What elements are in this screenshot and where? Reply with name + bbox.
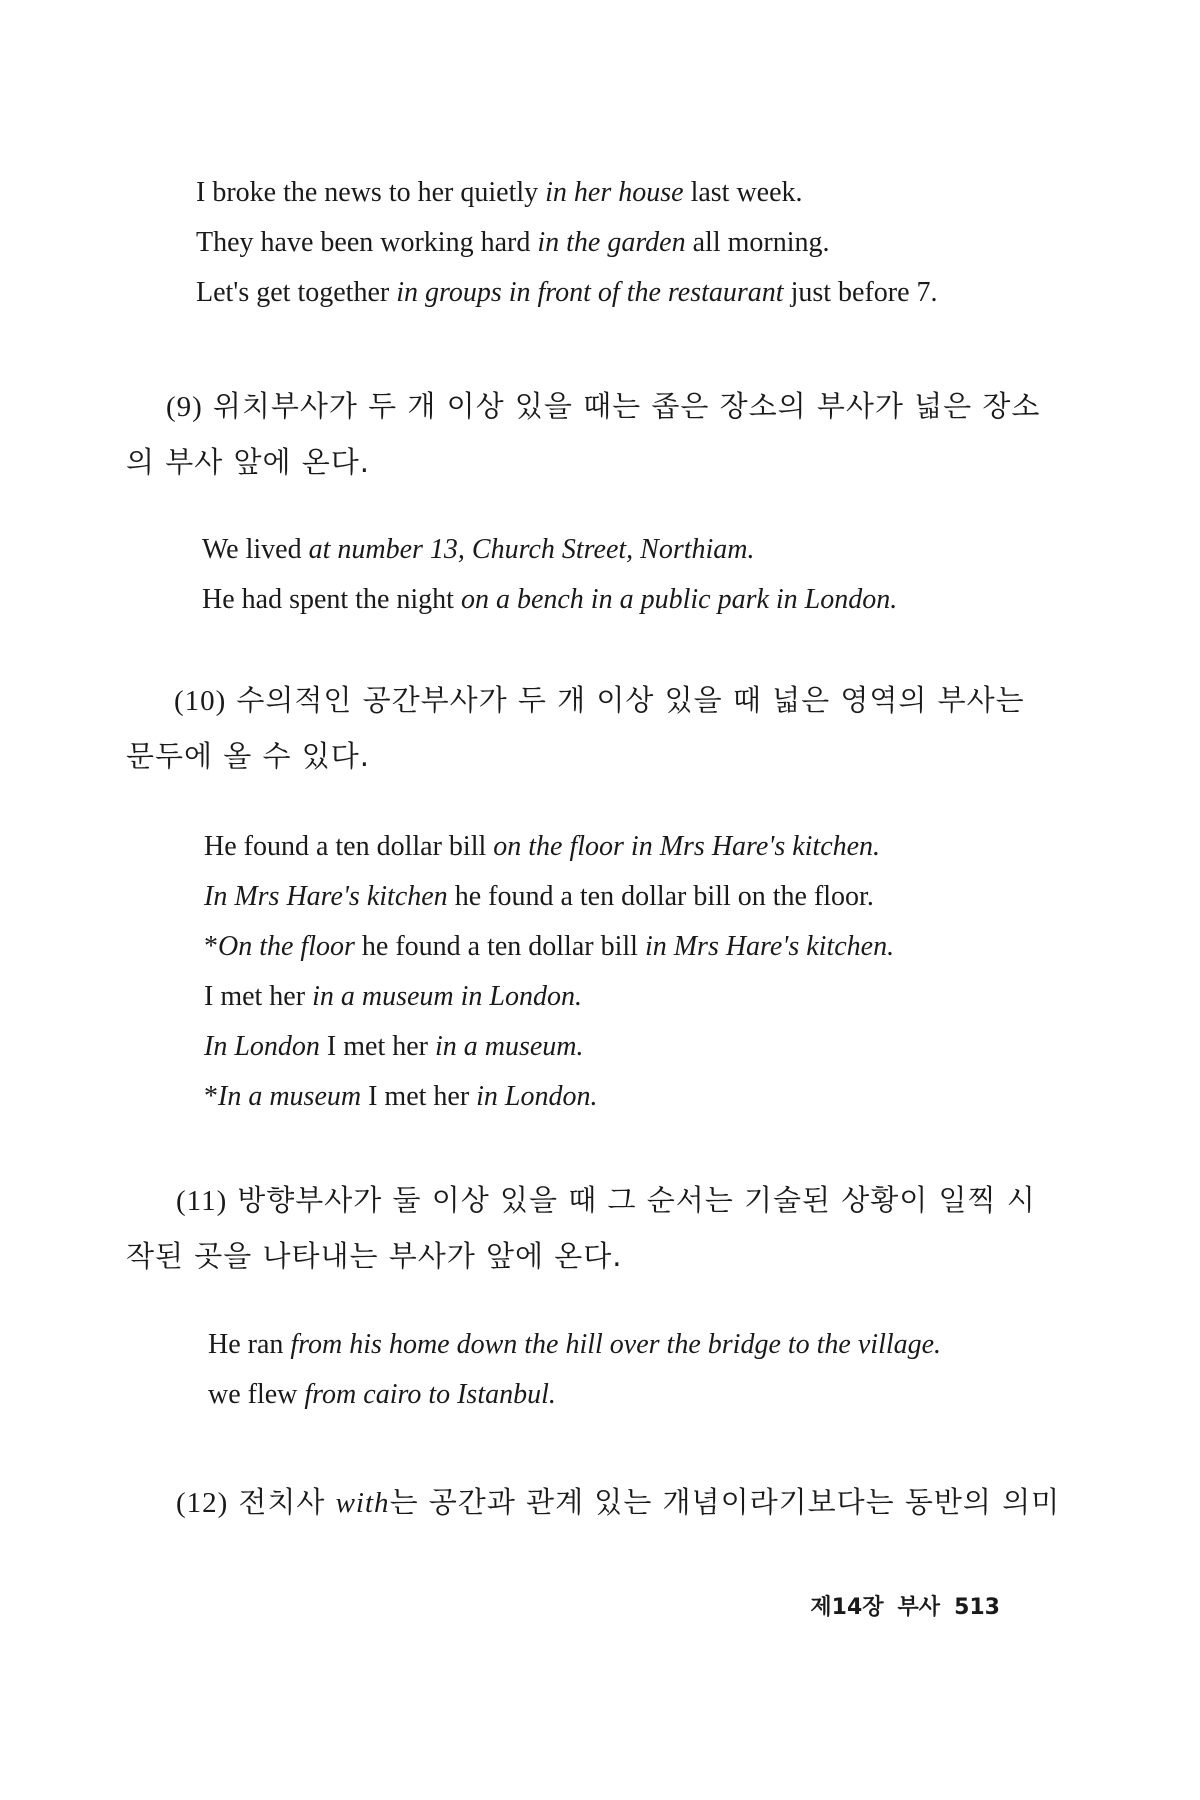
example-block-1: [196, 168, 938, 318]
adverbial-phrase: on the floor in Mrs Hare's kitchen.: [493, 831, 881, 862]
rule-10: [126, 672, 1025, 784]
adverbial-phrase: on a bench in a public park in London.: [460, 584, 898, 615]
rule-10-number: (10): [174, 685, 227, 717]
rule-11-number: (11): [176, 1185, 228, 1217]
adverbial-phrase: from cairo to Istanbul.: [304, 1379, 556, 1410]
rule-12-text-post: 는 공간과 관계 있는 개념이라기보다는 동반의 의미: [389, 1485, 1061, 1519]
sentence-text: I met her: [204, 981, 313, 1012]
example-sentence: [208, 1370, 941, 1420]
example-sentence: [202, 575, 897, 625]
footer-title: 부사: [897, 1595, 941, 1620]
example-sentence: [196, 168, 938, 218]
rule-11-line-2: 작된 곳을 나타내는 부사가 앞에 온다.: [126, 1239, 623, 1273]
example-sentence: [204, 1072, 894, 1122]
rule-10-text-1: 수의적인 공간부사가 두 개 이상 있을 때 넓은 영역의 부사는: [236, 683, 1025, 717]
sentence-text: I met her: [361, 1081, 477, 1112]
rule-11-text-1: 방향부사가 둘 이상 있을 때 그 순서는 기술된 상황이 일찍 시: [237, 1183, 1036, 1217]
example-block-2: [202, 525, 897, 625]
sentence-text: we flew: [208, 1379, 305, 1410]
page-number: 513: [954, 1595, 1000, 1620]
rule-12-line-1: [176, 1474, 1060, 1530]
sentence-text: just before 7.: [783, 277, 938, 308]
rule-10-line-1: [126, 672, 1025, 728]
example-sentence: [196, 218, 938, 268]
sentence-text: He ran: [208, 1329, 291, 1360]
sentence-text: I met her: [319, 1031, 435, 1062]
sentence-text: he found a ten dollar bill: [354, 931, 645, 962]
example-sentence: [204, 872, 894, 922]
rule-9-text-1: 위치부사가 두 개 이상 있을 때는 좁은 장소의 부사가 넓은 장소: [212, 389, 1041, 423]
example-sentence: [204, 922, 894, 972]
sentence-text: We lived: [202, 534, 309, 565]
adverbial-phrase: On the floor: [218, 931, 355, 962]
example-sentence: [204, 972, 894, 1022]
sentence-text: last week.: [683, 177, 803, 208]
example-sentence: [204, 1022, 894, 1072]
example-block-4: [208, 1320, 941, 1420]
sentence-text: He had spent the night: [202, 584, 461, 615]
example-sentence: [208, 1320, 941, 1370]
footer-chapter: 제14장: [810, 1595, 884, 1620]
adverbial-phrase: from his home down the hill over the bridge to the village.: [290, 1329, 942, 1360]
rule-11: [126, 1172, 1036, 1284]
sentence-text: I broke the news to her quietly: [196, 177, 546, 208]
adverbial-phrase: in London.: [476, 1081, 598, 1112]
adverbial-phrase: at number 13, Church Street, Northiam.: [308, 534, 755, 565]
rule-10-line-2: 문두에 올 수 있다.: [126, 739, 370, 773]
sentence-text: He found a ten dollar bill: [204, 831, 494, 862]
sentence-text: Let's get together: [196, 277, 397, 308]
adverbial-phrase: in her house: [545, 177, 684, 208]
sentence-text: *: [204, 931, 218, 962]
adverbial-phrase: In Mrs Hare's kitchen: [204, 881, 448, 912]
rule-9-line-2: 의 부사 앞에 온다.: [126, 445, 370, 479]
sentence-text: all morning.: [685, 227, 830, 258]
adverbial-phrase: in a museum in London.: [312, 981, 582, 1012]
adverbial-phrase: in Mrs Hare's kitchen.: [644, 931, 895, 962]
rule-12-keyword: with: [335, 1487, 390, 1519]
example-block-3: [204, 822, 894, 1122]
sentence-text: *: [204, 1081, 218, 1112]
example-sentence: [196, 268, 938, 318]
adverbial-phrase: in the garden: [537, 227, 686, 258]
rule-12-text-pre: 전치사: [238, 1485, 336, 1519]
adverbial-phrase: In a museum: [218, 1081, 362, 1112]
page-footer: [810, 1590, 1000, 1621]
rule-11-line-1: [126, 1172, 1036, 1228]
rule-9-line-1: [126, 378, 1040, 434]
example-sentence: [204, 822, 894, 872]
adverbial-phrase: in a museum.: [434, 1031, 584, 1062]
adverbial-phrase: in groups in front of the restaurant: [396, 277, 784, 308]
example-sentence: [202, 525, 897, 575]
rule-9-number: (9): [166, 391, 203, 423]
sentence-text: he found a ten dollar bill on the floor.: [447, 881, 874, 912]
adverbial-phrase: In London: [204, 1031, 320, 1062]
rule-9: [126, 378, 1040, 490]
sentence-text: They have been working hard: [196, 227, 538, 258]
rule-12: [176, 1474, 1060, 1530]
rule-12-number: (12): [176, 1487, 229, 1519]
